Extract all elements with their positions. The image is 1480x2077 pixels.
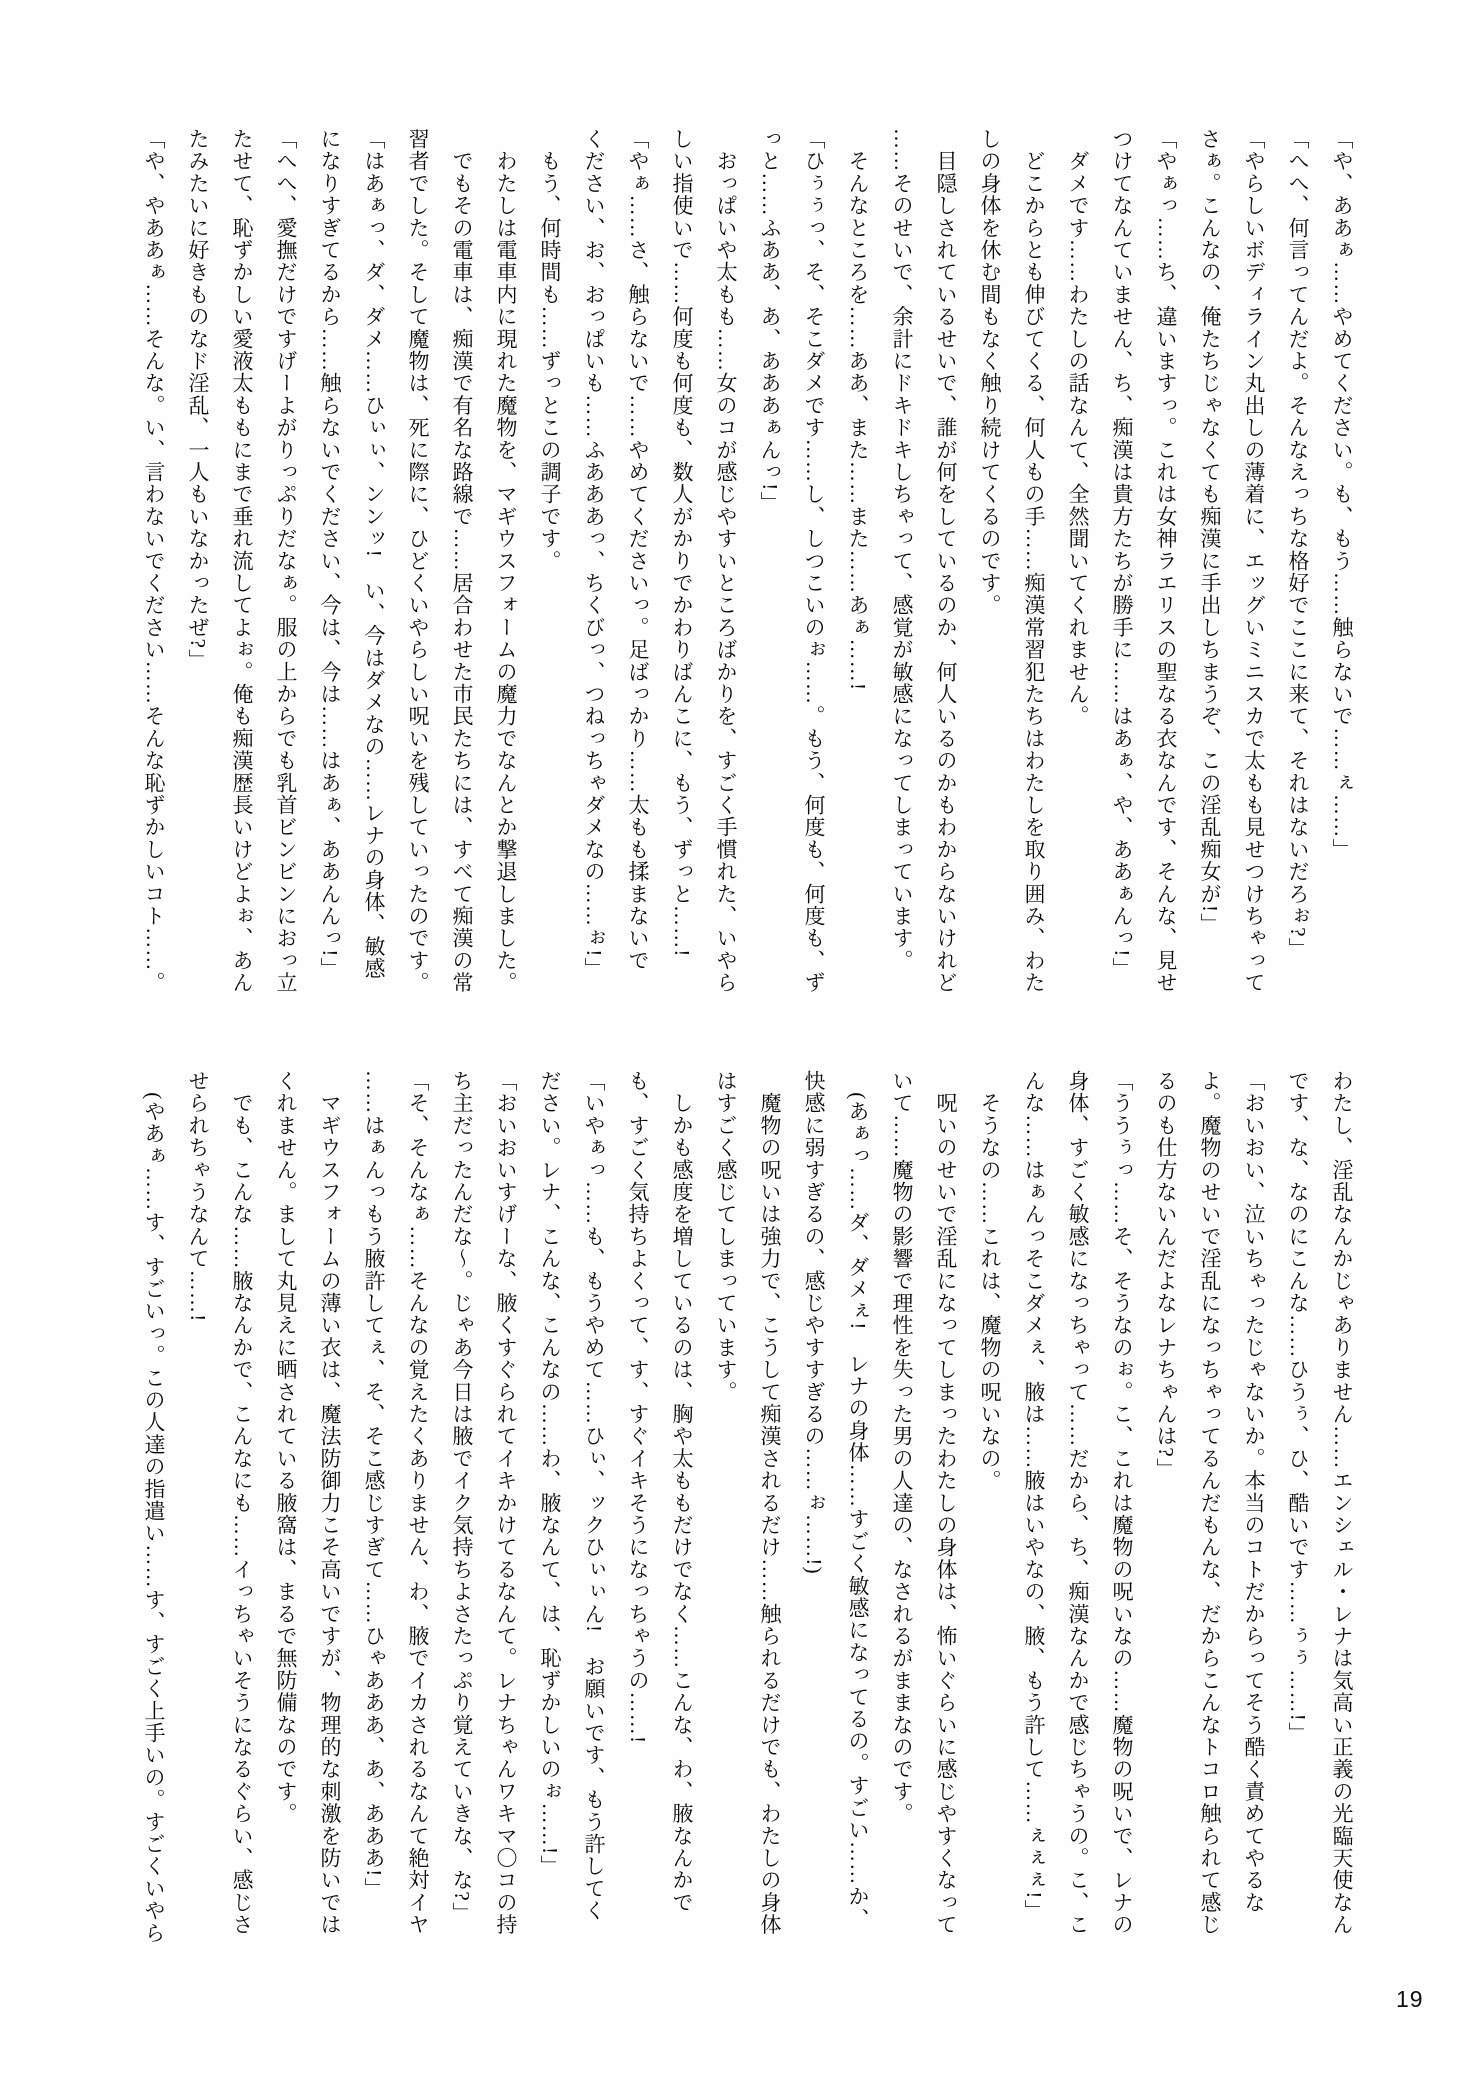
text-column: ……そのせいで、余計にドキドキしちゃって、感覚が敏感になってしまっています。 — [890, 128, 914, 972]
text-column: です、な、なのにこんな……ひうぅ、ひ、酷いです……ぅぅ……!」 — [1286, 1070, 1310, 1745]
text-column: さぁ。こんなの、俺たちじゃなくても痴漢に手出しちまうぞ、この淫乱痴女が!」 — [1198, 128, 1222, 936]
text-column: たみたいに好きものなド淫乱、一人もいなかったぜ?」 — [186, 128, 210, 672]
text-column: よ。魔物のせいで淫乱になっちゃってるんだもんな、だからこんなトコロ触られて感じ — [1198, 1070, 1222, 1936]
text-column: たせて、恥ずかしい愛液太ももにまで垂れ流してよぉ。俺も痴漢歴長いけどよぉ、あん — [230, 128, 254, 994]
text-column: せられちゃうなんて……! — [186, 1070, 210, 1323]
text-column: んな……はぁんっそこダメぇ、腋は……腋はいやなの、腋、もう許して……ぇぇぇ!」 — [1022, 1070, 1046, 1922]
page-number: 19 — [1396, 1986, 1424, 2012]
text-column: しかも感度を増しているのは、胸や太ももだけでなく……こんな、わ、腋なんかで — [670, 1070, 694, 1914]
text-column: くれません。まして丸見えに晒されている腋窩は、まるで無防備なのです。 — [274, 1070, 298, 1825]
text-column: はすごく感じてしまっています。 — [714, 1070, 738, 1403]
text-column: 「や、やああぁ……そんな。い、言わないでください……そんな恥ずかしいコト……。 — [142, 128, 166, 994]
text-column: 「へへ、愛撫だけですげーよがりっぷりだなぁ。服の上からでも乳首ビンビンにおっ立 — [274, 128, 298, 994]
text-column: しの身体を休む間もなく触り続けてくるのです。 — [978, 128, 1002, 617]
text-column: 「へへ、何言ってんだよ。そんなえっちな格好でここに来て、それはないだろぉ?」 — [1286, 128, 1310, 960]
text-column: も、すごく気持ちよくって、す、すぐイキそうになっちゃうの……! — [626, 1070, 650, 1745]
bottom-text-block — [132, 1070, 1364, 1962]
text-column: (やあぁ……す、すごいっ。この人達の指遣い……す、すごく上手いの。すごくいやら — [142, 1070, 166, 1944]
text-column: ダメです……わたしの話なんて、全然聞いてくれません。 — [1066, 128, 1090, 728]
text-column: いて……魔物の影響で理性を失った男の人達の、なされるがままなのです。 — [890, 1070, 914, 1825]
text-column: 「や、ああぁ……やめてください。も、もう……触らないで……ぇ……」 — [1330, 128, 1354, 861]
text-column: ださい。レナ、こんな、こんなの……わ、腋なんて、は、恥ずかしいのぉ……!」 — [538, 1070, 562, 1878]
text-column: 呪いのせいで淫乱になってしまったわたしの身体は、怖いぐらいに感じやすくなって — [934, 1070, 958, 1936]
text-column: どこからとも伸びてくる、何人もの手……痴漢常習犯たちはわたしを取り囲み、わた — [1022, 128, 1046, 994]
text-column: そうなの……これは、魔物の呪いなの。 — [978, 1070, 1002, 1492]
text-column: そんなところを……ああ、また……また……あぁ……! — [846, 128, 870, 692]
text-column: 習者でした。そして魔物は、死に際に、ひどくいやらしい呪いを残していったのです。 — [406, 128, 430, 994]
text-column: 「ううぅっ……そ、そうなのぉ。こ、これは魔物の呪いなの……魔物の呪いで、レナの — [1110, 1070, 1134, 1936]
text-column: 「そ、そんなぁ……そんなの覚えたくありません、わ、腋でイカされるなんて絶対イヤ — [406, 1070, 430, 1936]
text-column: わたしは電車内に現れた魔物を、マギウスフォームの魔力でなんとか撃退しました。 — [494, 128, 518, 994]
text-column: ち主だったんだな〜。じゃあ今日は腋でイク気持ちよさたっぷり覚えていきな、な?」 — [450, 1070, 474, 1925]
text-column: つけてなんていません、ち、痴漢は貴方たちが勝手に……はあぁ、や、ああぁんっ!」 — [1110, 128, 1134, 980]
text-column: でも、こんな……腋なんかで、こんなにも……イっちゃいそうになるぐらい、感じさ — [230, 1070, 254, 1936]
text-column: 「やらしいボディライン丸出しの薄着に、エッグいミニスカで太もも見せつけちゃって — [1242, 128, 1266, 994]
top-text-block — [132, 128, 1364, 1020]
text-column: になりすぎてるから……触らないでください、今は、今は……はあぁ、ああんんっ!」 — [318, 128, 342, 980]
text-column: るのも仕方ないんだよなレナちゃんは?」 — [1154, 1070, 1178, 1481]
text-column: 魔物の呪いは強力で、こうして痴漢されるだけ……触られるだけでも、わたしの身体 — [758, 1070, 782, 1936]
text-column: もう、何時間も……ずっとこの調子です。 — [538, 128, 562, 572]
text-column: しい指使いで……何度も何度も、数人がかりでかわりばんこに、もう、ずっと……! — [670, 128, 694, 958]
text-column: マギウスフォームの薄い衣は、魔法防御力こそ高いですが、物理的な刺激を防いでは — [318, 1070, 342, 1936]
text-column: 目隠しされているせいで、誰が何をしているのか、何人いるのかもわからないけれど — [934, 128, 958, 994]
text-column: ください、お、おっぱいも……ふあああっ、ちくびっ、つねっちゃダメなの……ぉ!」 — [582, 128, 606, 980]
text-column: 「はあぁっ、ダ、ダメ……ひぃぃ、ンンッ! い、今はダメなの……レナの身体、敏感 — [362, 128, 386, 980]
text-column: 「おいおい、泣いちゃったじゃないか。本当のコトだからってそう酷く責めてやるな — [1242, 1070, 1266, 1914]
text-column: 「ひぅぅっ、そ、そこダメです……し、しつこいのぉ……。もう、何度も、何度も、ず — [802, 128, 826, 994]
text-column: 「やぁ……さ、触らないで……やめてくださいっ。足ばっかり……太もも揉まないで — [626, 128, 650, 972]
text-column: おっぱいや太もも……女のコが感じやすいところばかりを、すごく手慣れた、いやら — [714, 128, 738, 994]
text-column: わたし、淫乱なんかじゃありません……エンシェル・レナは気高い正義の光臨天使なん — [1330, 1070, 1354, 1936]
text-column: っと……ふああ、あ、あああぁんっ!」 — [758, 128, 782, 514]
text-column: 「いやぁっ……も、もうやめて……ひぃ、ックひぃぃん! お願いです、もう許してく — [582, 1070, 606, 1922]
text-column: 快感に弱すぎるの、感じやすすぎるの……ぉ……!) — [802, 1070, 826, 1575]
text-column: 「やぁっ……ち、違いますっ。これは女神ラエリスの聖なる衣なんです、そんな、見せ — [1154, 128, 1178, 994]
text-column: でもその電車は、痴漢で有名な路線で……居合わせた市民たちには、すべて痴漢の常 — [450, 128, 474, 994]
text-column: (あぁっ……ダ、ダメぇ! レナの身体……すごく敏感になってるの。すごい……か、 — [846, 1070, 870, 1930]
text-column: ……はぁんっもう腋許してぇ、そ、そこ感じすぎて……ひゃあああ、あ、あああ!」 — [362, 1070, 386, 1900]
text-column: 身体、すごく敏感になっちゃって……だから、ち、痴漢なんかで感じちゃうの。こ、こ — [1066, 1070, 1090, 1936]
text-column: 「おいおいすげーな、腋くすぐられてイキかけてるなんて。レナちゃんワキマ〇コの持 — [494, 1070, 518, 1936]
